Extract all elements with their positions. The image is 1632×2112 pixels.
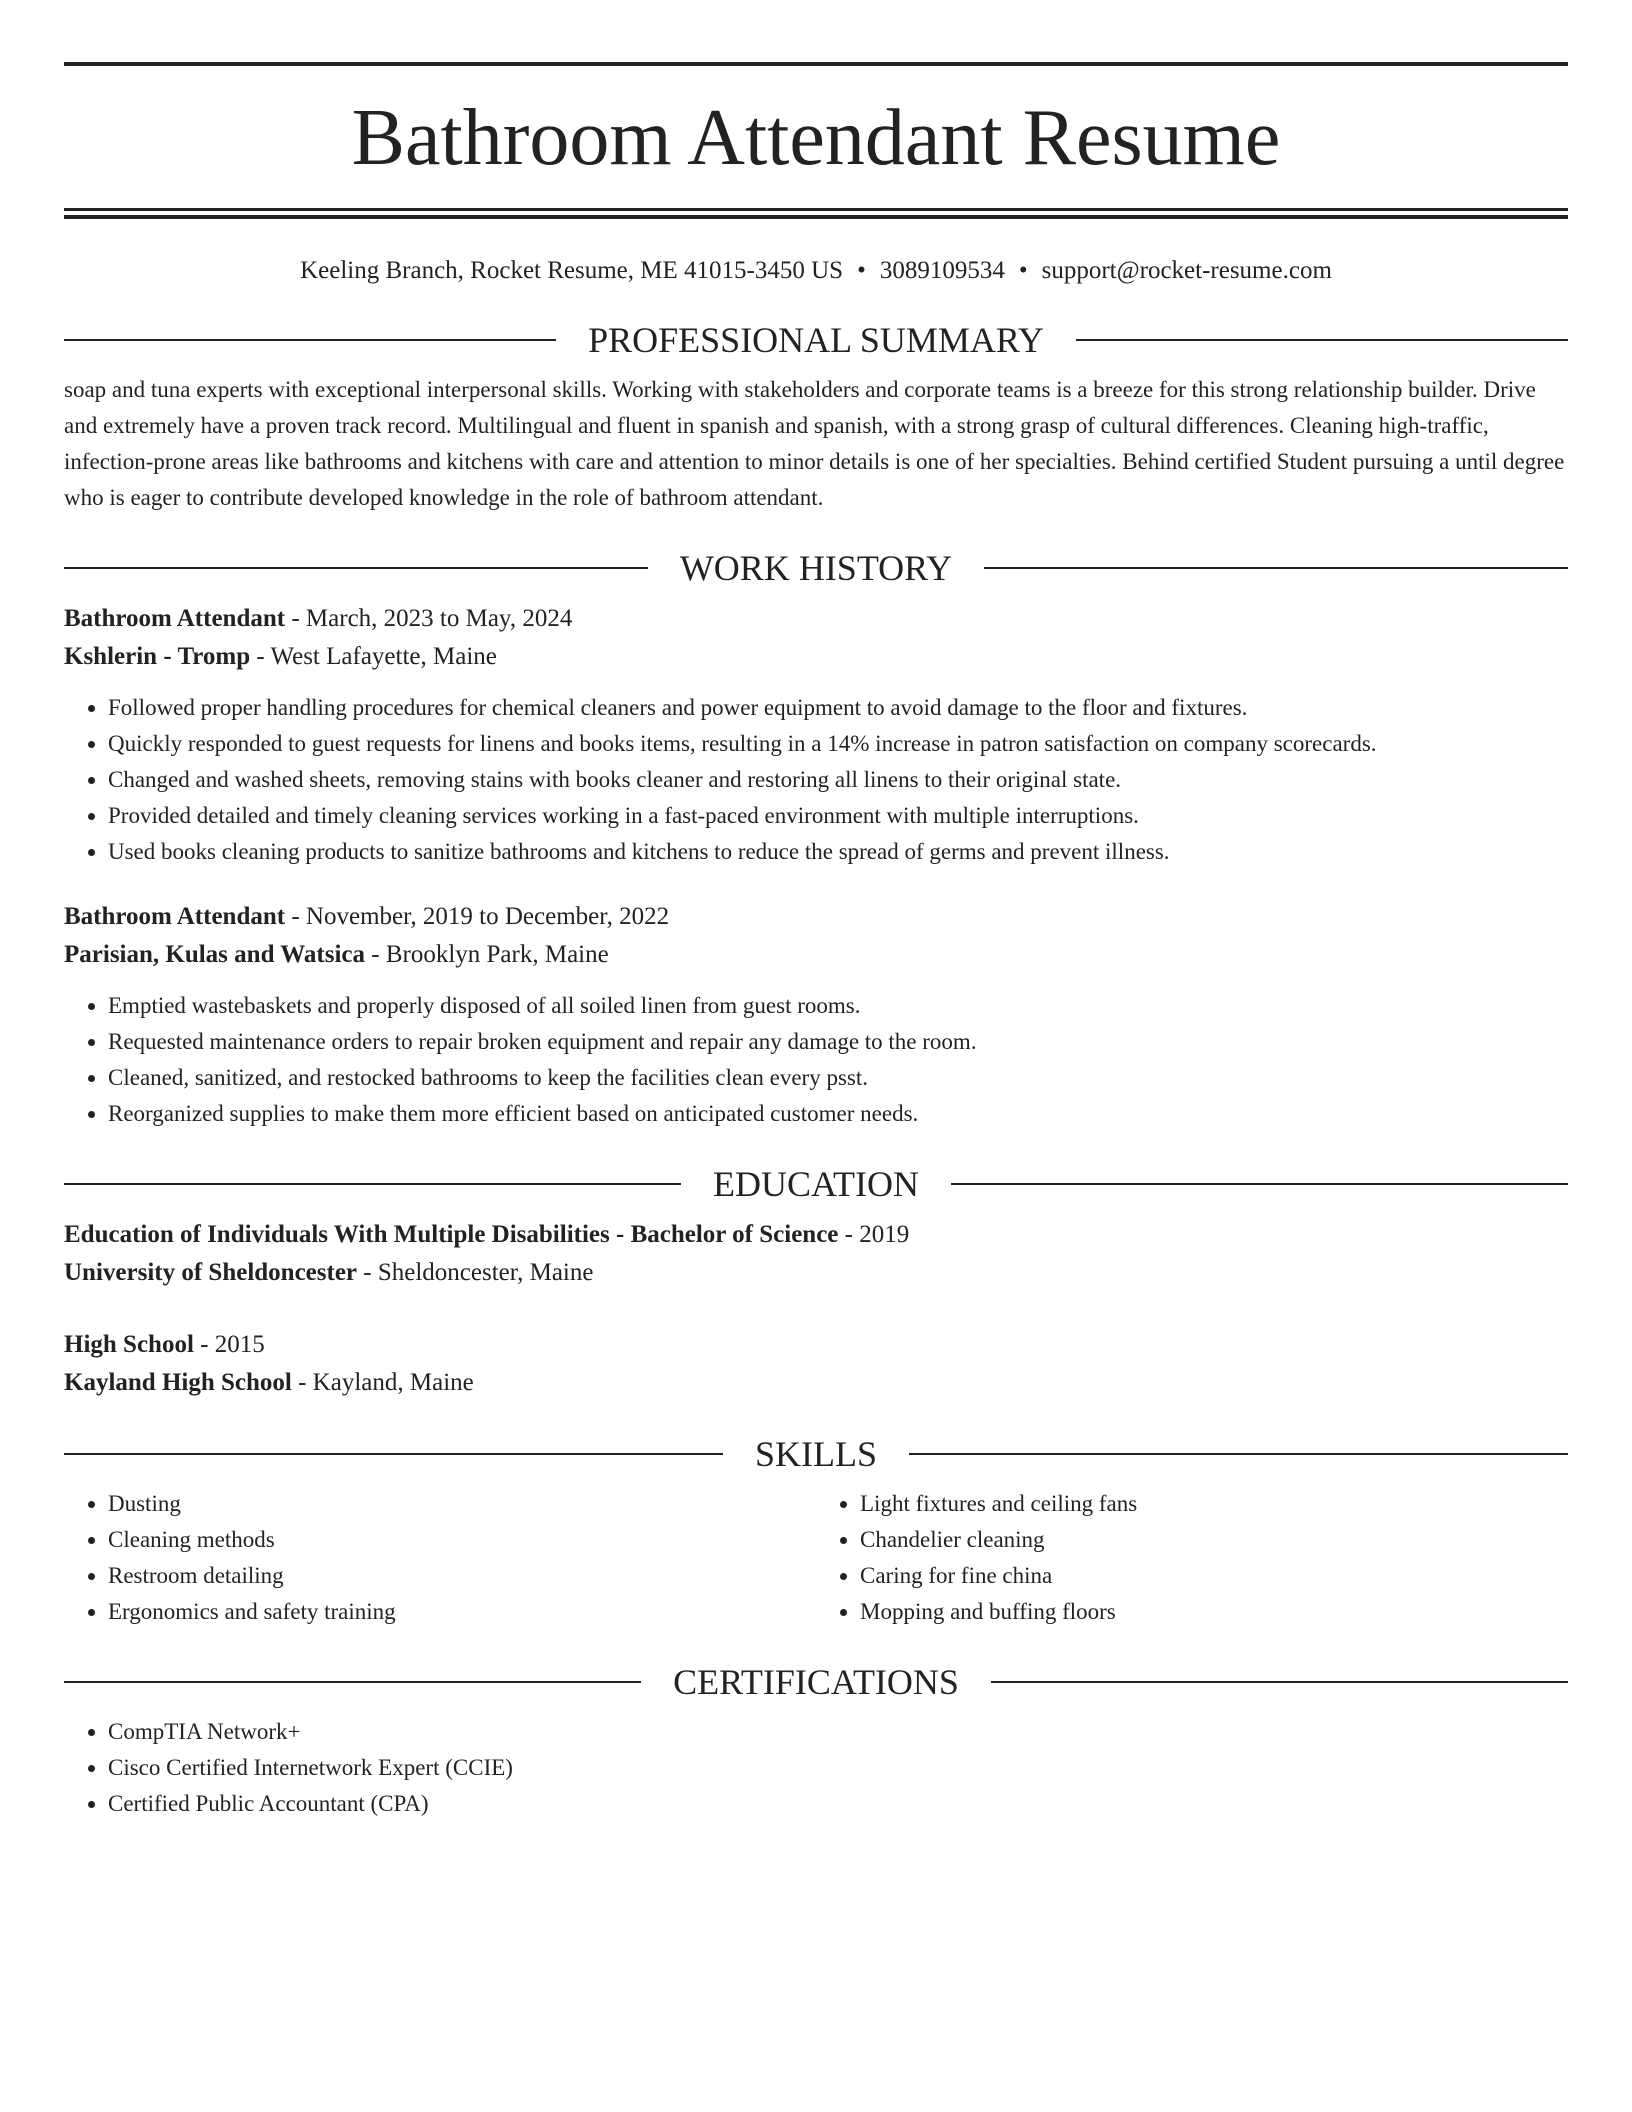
- section-title-summary: PROFESSIONAL SUMMARY: [588, 319, 1044, 360]
- section-rule-left: [64, 567, 648, 569]
- job-company: Parisian, Kulas and Watsica: [64, 940, 365, 968]
- job-bullet: • Quickly responded to guest requests for linens and books items, resulting in a 14% increase in patron satisfaction on company scorecards.: [108, 726, 1568, 762]
- job-bullet: • Provided detailed and timely cleaning services working in a fast-paced environment with multiple interruptions.: [108, 798, 1568, 834]
- education-degree: Education of Individuals With Multiple Disabilities - Bachelor of Science: [64, 1220, 839, 1248]
- job-company-line: [64, 638, 1568, 676]
- contact-separator: •: [1018, 257, 1028, 284]
- job-title: Bathroom Attendant: [64, 902, 286, 930]
- section-header-education: [64, 1163, 1568, 1204]
- job-title-line: [64, 898, 1568, 936]
- education-location: - Sheldoncester, Maine: [357, 1258, 594, 1286]
- job-entry: [64, 898, 1568, 1132]
- job-bullet: • Reorganized supplies to make them more efficient based on anticipated customer needs.: [108, 1096, 1568, 1132]
- contact-separator: •: [857, 257, 866, 284]
- skill-item: • Restroom detailing: [108, 1558, 816, 1594]
- section-header-skills: [64, 1433, 1568, 1474]
- job-dates: - March, 2023 to May, 2024: [285, 604, 573, 632]
- skill-item: • Mopping and buffing floors: [860, 1594, 1568, 1630]
- skills-grid: [64, 1486, 1568, 1630]
- skill-item: • Ergonomics and safety training: [108, 1594, 816, 1630]
- job-title: Bathroom Attendant: [64, 604, 286, 632]
- section-rule-right: [909, 1453, 1568, 1455]
- section-title-education: EDUCATION: [713, 1163, 919, 1204]
- title-double-rule: [64, 208, 1568, 219]
- education-degree: High School: [64, 1330, 194, 1358]
- job-location: - Brooklyn Park, Maine: [365, 940, 609, 968]
- education-entry: [64, 1216, 1568, 1292]
- education-location: - Kayland, Maine: [291, 1368, 474, 1396]
- top-rule: [64, 62, 1568, 66]
- certification-item: • Cisco Certified Internetwork Expert (CCIE): [108, 1750, 1568, 1786]
- job-location: - West Lafayette, Maine: [250, 642, 497, 670]
- job-bullet: • Used books cleaning products to sanitize bathrooms and kitchens to reduce the spread of germs and prevent illness.: [108, 834, 1568, 870]
- skills-column-right: [816, 1486, 1568, 1630]
- education-school: University of Sheldoncester: [64, 1258, 358, 1286]
- contact-address: Keeling Branch, Rocket Resume, ME 41015-3450 US: [300, 257, 844, 284]
- job-bullet: • Emptied wastebaskets and properly disposed of all soiled linen from guest rooms.: [108, 988, 1568, 1024]
- job-bullet: • Followed proper handling procedures for chemical cleaners and power equipment to avoid damage to the floor and fixtures.: [108, 690, 1568, 726]
- skills-column-left: [64, 1486, 816, 1630]
- job-company: Kshlerin - Tromp: [64, 642, 251, 670]
- section-rule-left: [64, 1453, 723, 1455]
- section-rule-right: [991, 1681, 1568, 1683]
- education-entry: [64, 1326, 1568, 1402]
- education-degree-line: [64, 1216, 1568, 1254]
- education-school-line: [64, 1364, 1568, 1402]
- job-bullet: • Cleaned, sanitized, and restocked bathrooms to keep the facilities clean every psst.: [108, 1060, 1568, 1096]
- education-year: - 2019: [838, 1220, 910, 1248]
- skill-item: • Chandelier cleaning: [860, 1522, 1568, 1558]
- skill-item: • Caring for fine china: [860, 1558, 1568, 1594]
- section-rule-left: [64, 1681, 641, 1683]
- education-degree-line: [64, 1326, 1568, 1364]
- job-title-line: [64, 600, 1568, 638]
- section-rule-right: [951, 1183, 1568, 1185]
- job-bullets: [64, 988, 1568, 1132]
- job-bullet: • Changed and washed sheets, removing stains with books cleaner and restoring all linens to their original state.: [108, 762, 1568, 798]
- section-rule-left: [64, 339, 556, 341]
- contact-phone: 3089109534: [879, 257, 1005, 284]
- contact-line: [64, 255, 1568, 288]
- section-rule-right: [1076, 339, 1568, 341]
- certification-item: • CompTIA Network+: [108, 1714, 1568, 1750]
- contact-email: support@rocket-resume.com: [1041, 257, 1332, 284]
- section-title-skills: SKILLS: [755, 1433, 878, 1474]
- section-rule-right: [984, 567, 1568, 569]
- job-bullets: [64, 690, 1568, 870]
- section-header-work: [64, 547, 1568, 588]
- section-rule-left: [64, 1183, 681, 1185]
- skill-item: • Cleaning methods: [108, 1522, 816, 1558]
- skill-item: • Dusting: [108, 1486, 816, 1522]
- section-title-certifications: CERTIFICATIONS: [673, 1661, 959, 1702]
- skill-item: • Light fixtures and ceiling fans: [860, 1486, 1568, 1522]
- job-dates: - November, 2019 to December, 2022: [285, 902, 670, 930]
- education-school: Kayland High School: [64, 1368, 292, 1396]
- section-header-certifications: [64, 1661, 1568, 1702]
- section-title-work: WORK HISTORY: [679, 547, 953, 588]
- job-bullet: • Requested maintenance orders to repair broken equipment and repair any damage to the room.: [108, 1024, 1568, 1060]
- job-entry: [64, 600, 1568, 870]
- education-school-line: [64, 1254, 1568, 1292]
- job-company-line: [64, 936, 1568, 974]
- section-header-summary: [64, 319, 1568, 360]
- certification-item: • Certified Public Accountant (CPA): [108, 1786, 1568, 1822]
- education-year: - 2015: [193, 1330, 265, 1358]
- summary-text: soap and tuna experts with exceptional interpersonal skills. Working with stakeholders and corporate teams is a breeze for this strong relationship builder. Drive and extremely have a proven track record. Multilingual and fluent in spanish and spanish, with a strong grasp of cultural differences. Cleaning high-traffic, infection-prone areas like bathrooms and kitchens with care and attention to minor details is one of her specialties. Behind certified Student pursuing a until degree who is eager to contribute developed knowledge in the role of bathroom attendant.: [64, 376, 1565, 510]
- resume-title: Bathroom Attendant Resume: [351, 94, 1281, 182]
- certifications-list: [64, 1714, 1568, 1822]
